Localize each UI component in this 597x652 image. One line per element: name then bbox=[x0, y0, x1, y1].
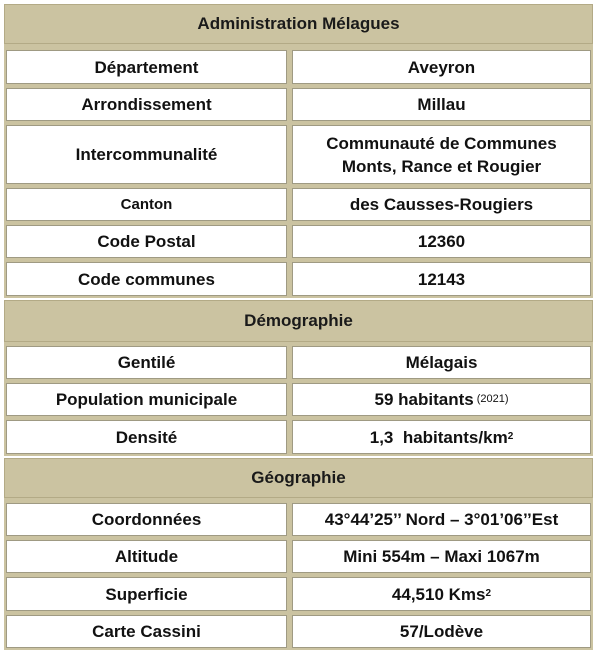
label-coordonnees: Coordonnées bbox=[6, 503, 287, 536]
value-densite: 1,3 habitants/km 2 bbox=[292, 420, 591, 454]
label-departement: Département bbox=[6, 50, 287, 84]
value-population bbox=[292, 383, 591, 416]
value-intercommunalite bbox=[292, 125, 591, 184]
label-gentile: Gentilé bbox=[6, 346, 287, 379]
section-title-geographie: Géographie bbox=[251, 468, 346, 487]
label-canton: Canton bbox=[6, 188, 287, 221]
value-superficie: 44,510 Kms 2 bbox=[292, 577, 591, 611]
population-count: 59 habitants bbox=[374, 390, 474, 409]
label-code-postal: Code Postal bbox=[6, 225, 287, 258]
superficie-value: 44,510 Kms bbox=[391, 584, 486, 604]
value-gentile: Mélagais bbox=[292, 346, 591, 379]
label-altitude: Altitude bbox=[6, 540, 287, 573]
value-canton: des Causses-Rougiers bbox=[292, 188, 591, 221]
section-title-demographie: Démographie bbox=[244, 311, 353, 330]
densite-value: 1,3 habitants/km bbox=[369, 427, 508, 447]
value-coordonnees: 43°44’25’’ Nord – 3°01’06’’Est bbox=[292, 503, 591, 536]
section-title-administration: Administration Mélagues bbox=[197, 14, 400, 33]
value-intercommunalite-line2: Monts, Rance et Rougier bbox=[341, 156, 542, 176]
section-header-administration bbox=[4, 4, 593, 44]
value-intercommunalite-line1: Communauté de Communes bbox=[326, 133, 557, 153]
value-code-postal: 12360 bbox=[292, 225, 591, 258]
label-densite: Densité bbox=[6, 420, 287, 454]
section-header-demographie bbox=[4, 300, 593, 342]
label-arrondissement: Arrondissement bbox=[6, 88, 287, 121]
population-year: (2021) bbox=[476, 393, 509, 405]
value-carte-cassini: 57/Lodève bbox=[292, 615, 591, 648]
label-population: Population municipale bbox=[6, 383, 287, 416]
section-header-geographie bbox=[4, 458, 593, 498]
label-carte-cassini: Carte Cassini bbox=[6, 615, 287, 648]
value-arrondissement: Millau bbox=[292, 88, 591, 121]
value-code-communes: 12143 bbox=[292, 262, 591, 296]
value-departement: Aveyron bbox=[292, 50, 591, 84]
value-altitude: Mini 554m – Maxi 1067m bbox=[292, 540, 591, 573]
label-superficie: Superficie bbox=[6, 577, 287, 611]
label-code-communes: Code communes bbox=[6, 262, 287, 296]
label-intercommunalite: Intercommunalité bbox=[6, 125, 287, 184]
